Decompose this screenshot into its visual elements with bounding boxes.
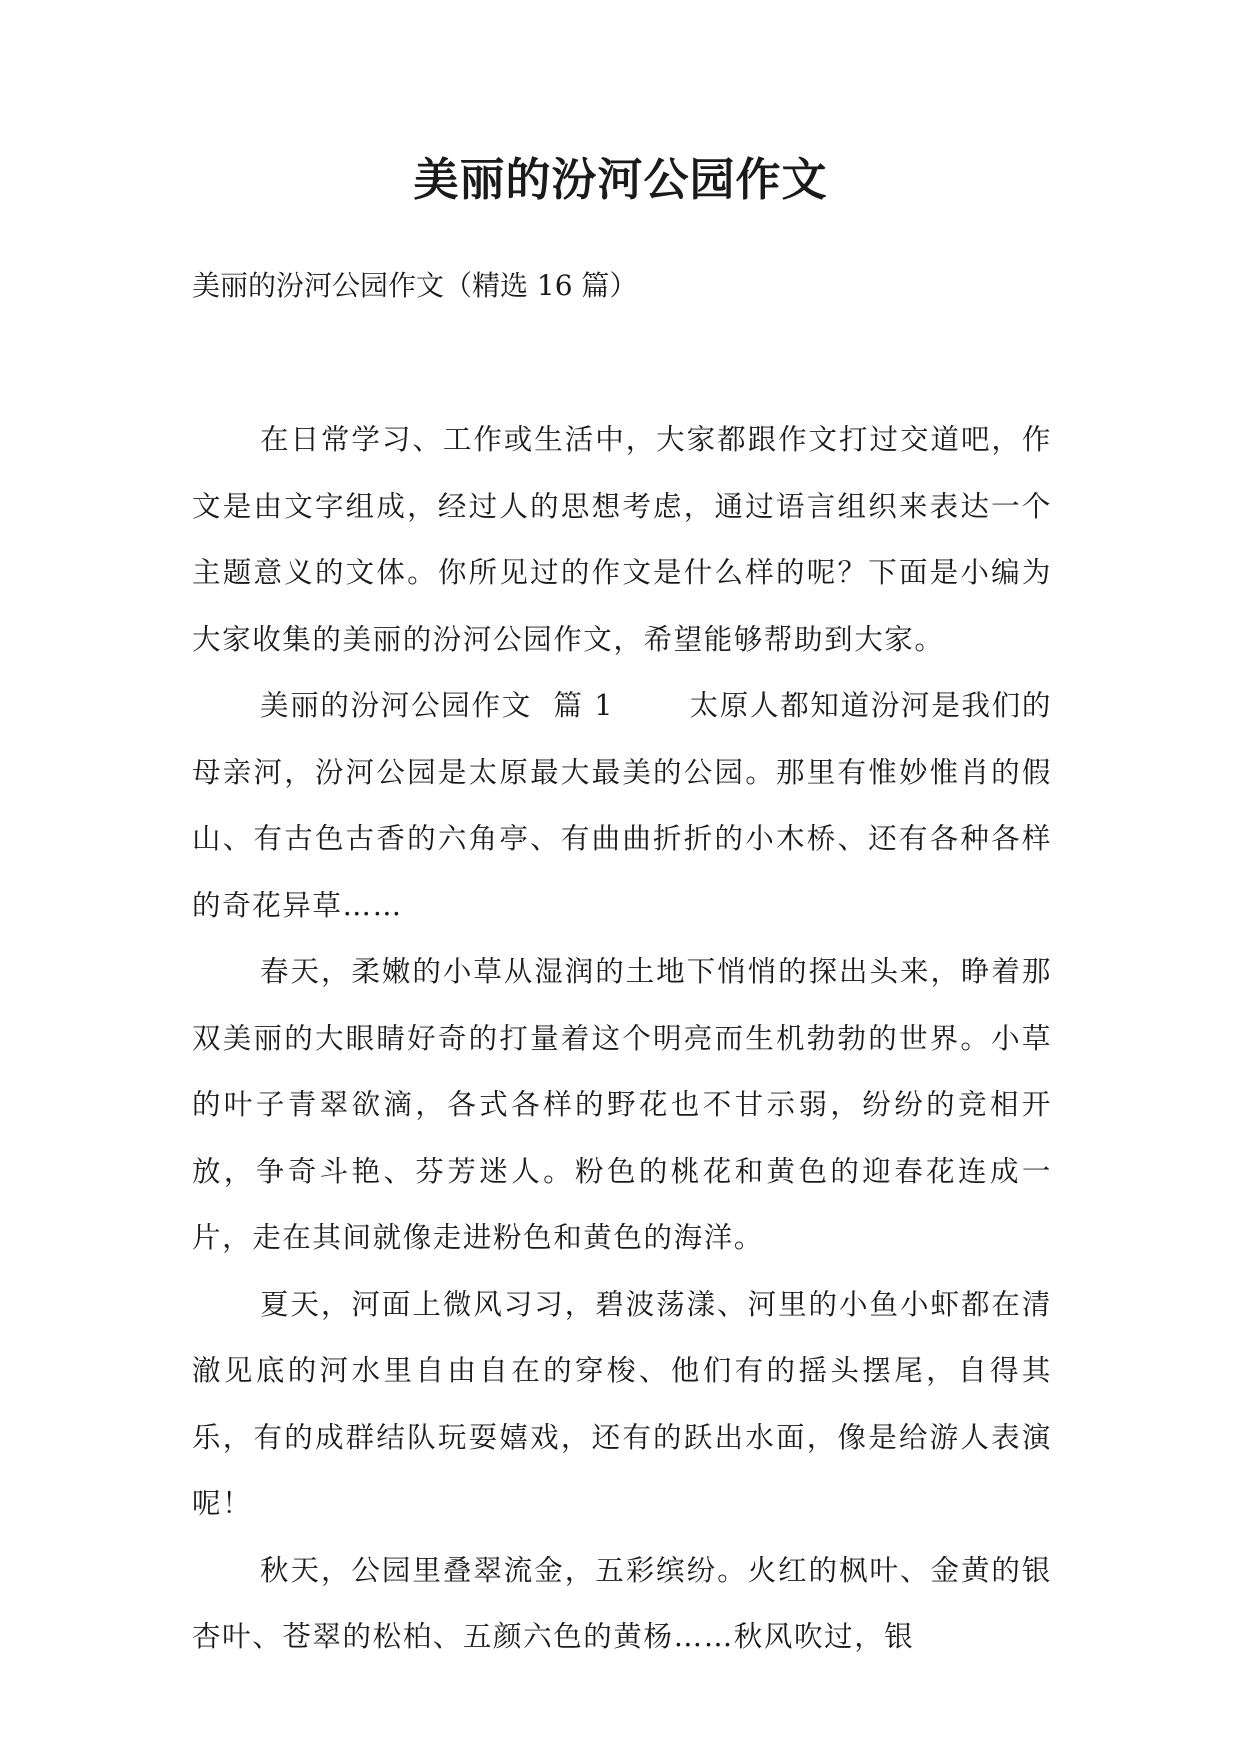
document-subtitle: 美丽的汾河公园作文（精选 16 篇）: [192, 269, 638, 302]
paragraph-summer: 夏天，河面上微风习习，碧波荡漾、河里的小鱼小虾都在清澈见底的河水里自由自在的穿梭、他们有的摇头摆尾，自得其乐，有的成群结队玩耍嬉戏，还有的跃出水面，像是给游人表演呢！: [192, 1287, 1052, 1520]
document-body: [192, 407, 1052, 1671]
paragraph-intro: 在日常学习、工作或生活中，大家都跟作文打过交道吧，作文是由文字组成，经过人的思想考虑，通过语言组织来表达一个主题意义的文体。你所见过的作文是什么样的呢？下面是小编为大家收集的美丽的汾河公园作文，希望能够帮助到大家。: [192, 423, 1052, 656]
paragraph-spring: 春天，柔嫩的小草从湿润的土地下悄悄的探出头来，睁着那双美丽的大眼睛好奇的打量着这个明亮而生机勃勃的世界。小草的叶子青翠欲滴，各式各样的野花也不甘示弱，纷纷的竞相开放，争奇斗艳、芬芳迷人。粉色的桃花和黄色的迎春花连成一片，走在其间就像走进粉色和黄色的海洋。: [192, 955, 1052, 1254]
paragraph-essay-1-opening: 美丽的汾河公园作文 篇 1 太原人都知道汾河是我们的母亲河，汾河公园是太原最大最美的公园。那里有惟妙惟肖的假山、有古色古香的六角亭、有曲曲折折的小木桥、还有各种各样的奇花异草……: [192, 689, 1052, 922]
document-title: 美丽的汾河公园作文: [413, 153, 828, 206]
paragraph-autumn: 秋天，公园里叠翠流金，五彩缤纷。火红的枫叶、金黄的银杏叶、苍翠的松柏、五颜六色的黄杨……秋风吹过，银: [192, 1553, 1052, 1653]
